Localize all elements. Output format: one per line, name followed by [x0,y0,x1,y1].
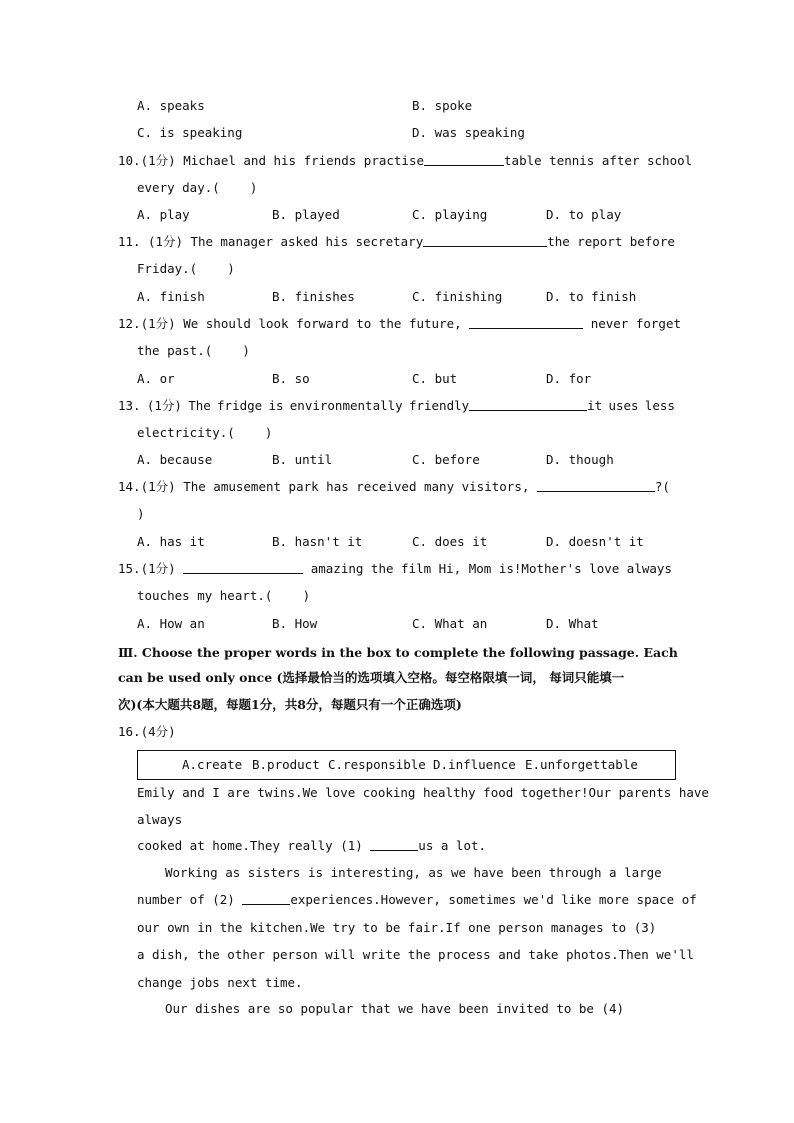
answer-blank [469,398,587,411]
question-13-line2: electricity.( ) [137,425,273,440]
option-a: A. finish [137,289,205,304]
option-c: C. but [412,371,458,386]
option-a: A. has it [137,534,205,549]
question-10-line2: every day.( ) [137,180,258,195]
passage-line: Emily and I are twins.We love cooking healthy food together!Our parents have [137,785,709,800]
passage-line: cooked at home.They really (1) us a lot. [137,838,487,853]
question-14-stem: 14.(1分) The amusement park has received many visitors, ?( [118,479,670,494]
option-a: A. or [137,371,175,386]
section-3-instruction: can be used only once (选择最恰当的选项填入空格。每空格限填一词， 每词只能填一 [118,670,625,685]
option-c: C. before [412,452,480,467]
option-d: D. to finish [546,289,637,304]
question-15-stem: 15.(1分) amazing the film Hi, Mom is!Mother's love always [118,561,672,576]
question-14-line2: ) [137,506,145,521]
word-option: C.responsible [328,757,426,772]
option-b: B. How [272,616,318,631]
answer-blank [424,153,504,166]
option-d: D. though [546,452,614,467]
section-3-instruction: Ⅲ. Choose the proper words in the box to complete the following passage. Each [118,645,678,660]
option-c: C. finishing [412,289,503,304]
option-d: D. for [546,371,592,386]
passage-line: our own in the kitchen.We try to be fair.If one person manages to (3) [137,920,657,935]
option-a: A. because [137,452,213,467]
option-b: B. so [272,371,310,386]
answer-blank [242,892,290,905]
option-b: B. finishes [272,289,355,304]
answer-blank [469,316,583,329]
passage-line: Our dishes are so popular that we have been invited to be (4) [165,1001,625,1016]
question-16-header: 16.(4分) [118,724,176,739]
option-d: D. to play [546,207,622,222]
question-10-stem: 10.(1分) Michael and his friends practise table tennis after school [118,153,693,168]
question-11-stem: 11. (1分) The manager asked his secretary the report before [118,234,675,249]
option-b: B. spoke [412,98,473,113]
question-13-stem: 13. (1分) The fridge is environmentally friendly it uses less [118,398,675,413]
answer-blank [537,479,655,492]
passage-line: number of (2) experiences.However, sometimes we'd like more space of [137,892,697,907]
passage-line: a dish, the other person will write the process and take photos.Then we'll [137,947,694,962]
option-c: C. is speaking [137,125,243,140]
question-12-line2: the past.( ) [137,343,250,358]
question-12-stem: 12.(1分) We should look forward to the future, never forget [118,316,682,331]
word-option: B.product [252,757,320,772]
option-d: D. was speaking [412,125,525,140]
option-c: C. does it [412,534,488,549]
option-d: D. What [546,616,599,631]
answer-blank [183,561,303,574]
word-option: D.influence [433,757,516,772]
option-b: B. hasn't it [272,534,363,549]
word-box [137,750,676,780]
word-option: E.unforgettable [525,757,638,772]
answer-blank [370,838,418,851]
answer-blank [423,234,547,247]
option-b: B. played [272,207,340,222]
passage-line: always [137,812,183,827]
option-b: B. until [272,452,333,467]
option-c: C. playing [412,207,488,222]
option-a: A. How an [137,616,205,631]
section-3-instruction: 次)(本大题共8题，每题1分，共8分，每题只有一个正确选项) [118,697,462,712]
option-c: C. What an [412,616,488,631]
question-15-line2: touches my heart.( ) [137,588,311,603]
passage-line: Working as sisters is interesting, as we have been through a large [165,865,662,880]
question-11-line2: Friday.( ) [137,261,235,276]
passage-line: change jobs next time. [137,975,303,990]
option-d: D. doesn't it [546,534,644,549]
word-option: A.create [182,757,243,772]
option-a: A. play [137,207,190,222]
option-a: A. speaks [137,98,205,113]
